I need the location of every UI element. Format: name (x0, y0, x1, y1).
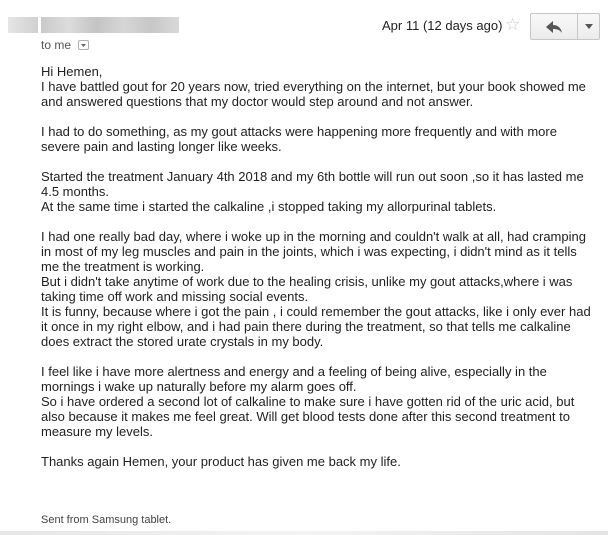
email-line: I had to do something, as my gout attacks were happening more frequently and with more (41, 124, 557, 139)
sender-name-redacted[interactable] (41, 17, 179, 33)
recipients-label: to me (41, 38, 72, 52)
email-line: measure my levels. (41, 424, 153, 439)
email-body (41, 64, 589, 484)
email-line: So i have ordered a second lot of calkaline to make sure i have gotten rid of the uric acid, but (41, 394, 575, 409)
email-line: it once in my right elbow, and i had pain there during the treatment, so that tells me calkaline (41, 319, 571, 334)
more-options-button[interactable] (578, 14, 599, 39)
email-line: severe pain and lasting longer like weeks. (41, 139, 282, 154)
email-line: mornings i wake up naturally before my alarm goes off. (41, 379, 357, 394)
email-paragraph (41, 64, 589, 109)
email-line: I had one really bad day, where i woke up in the morning and couldn't walk at all, had cramping (41, 229, 586, 244)
email-signature: Sent from Samsung tablet. (41, 514, 172, 526)
recipients-toggle[interactable] (78, 40, 89, 50)
sender-avatar-redacted (8, 17, 38, 33)
email-line: does extract the stored urate crystals in my body. (41, 334, 324, 349)
email-line: It is funny, because where i got the pain , i could remember the gout attacks, like i only ever had (41, 304, 591, 319)
email-paragraph (41, 229, 589, 349)
email-line: At the same time i started the calkaline ,i stopped taking my allorpurinal tablets. (41, 199, 497, 214)
reply-arrow-icon (546, 21, 562, 33)
email-line: 4.5 months. (41, 184, 109, 199)
email-line: in most of my leg muscles and pain in the joints, which i was expecting, i didn't mind as it tells (41, 244, 577, 259)
email-paragraph (41, 124, 589, 154)
email-line: me the treatment is working. (41, 259, 205, 274)
chevron-down-icon (81, 44, 86, 47)
email-line: Thanks again Hemen, your product has given me back my life. (41, 454, 401, 469)
reply-button[interactable] (531, 14, 577, 39)
next-message-edge (0, 531, 608, 535)
email-header (0, 0, 608, 60)
email-line: Hi Hemen, (41, 64, 103, 79)
star-icon[interactable]: ☆ (505, 15, 521, 34)
email-paragraph (41, 364, 589, 439)
email-paragraph (41, 169, 589, 214)
email-line: Started the treatment January 4th 2018 and my 6th bottle will run out soon ,so it has lasted me (41, 169, 584, 184)
email-line: also because it makes me feel great. Will get blood tests done after this second treatment to (41, 409, 570, 424)
reply-button-group (530, 13, 600, 40)
dropdown-caret-icon (585, 24, 593, 29)
email-paragraph (41, 454, 589, 469)
email-line: But i didn't take anytime of work due to the healing crisis, unlike my gout attacks,where i was (41, 274, 573, 289)
email-line: I feel like i have more alertness and energy and a feeling of being alive, especially in the (41, 364, 547, 379)
email-line: I have battled gout for 20 years now, tried everything on the internet, but your book showed me (41, 79, 586, 94)
email-line: taking time off work and missing social events. (41, 289, 309, 304)
email-line: and answered questions that my doctor would step around and not answer. (41, 94, 474, 109)
email-date[interactable]: Apr 11 (12 days ago) (382, 18, 503, 33)
